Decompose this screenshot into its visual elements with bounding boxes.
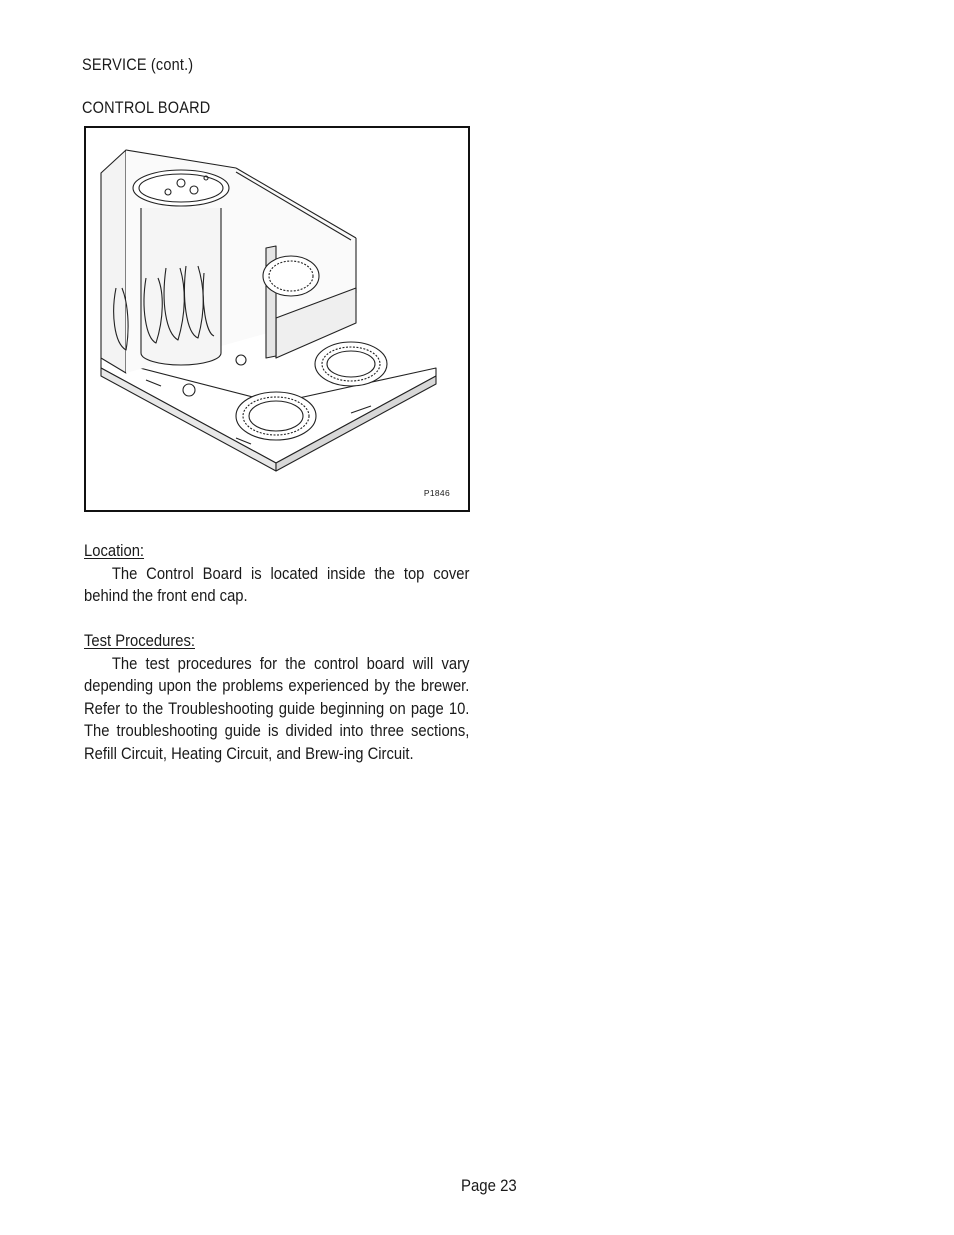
location-paragraph: The Control Board is located inside the top cover behind the front end cap. [84, 563, 470, 605]
topic-title: CONTROL BOARD [82, 99, 211, 117]
brewer-drawing [86, 128, 468, 510]
test-procedures-heading: Test Procedures: [84, 631, 195, 650]
location-heading: Location: [84, 541, 145, 560]
test-procedures-paragraph: The test procedures for the control board will vary depending upon the problems experienced by the brewer. Refer to the Troubleshooting guide beginning on page 10. The troubleshooting guide is divided into three sections, Refill Circuit, Heating Circuit, and Brew-ing Circuit. [84, 653, 470, 763]
location-section [84, 540, 470, 608]
section-header: SERVICE (cont.) [82, 56, 194, 74]
test-procedures-section [84, 630, 470, 765]
figure-id-label: P1846 [423, 488, 450, 498]
brewer-illustration [84, 126, 470, 512]
page-number: Page 23 [461, 1176, 517, 1195]
